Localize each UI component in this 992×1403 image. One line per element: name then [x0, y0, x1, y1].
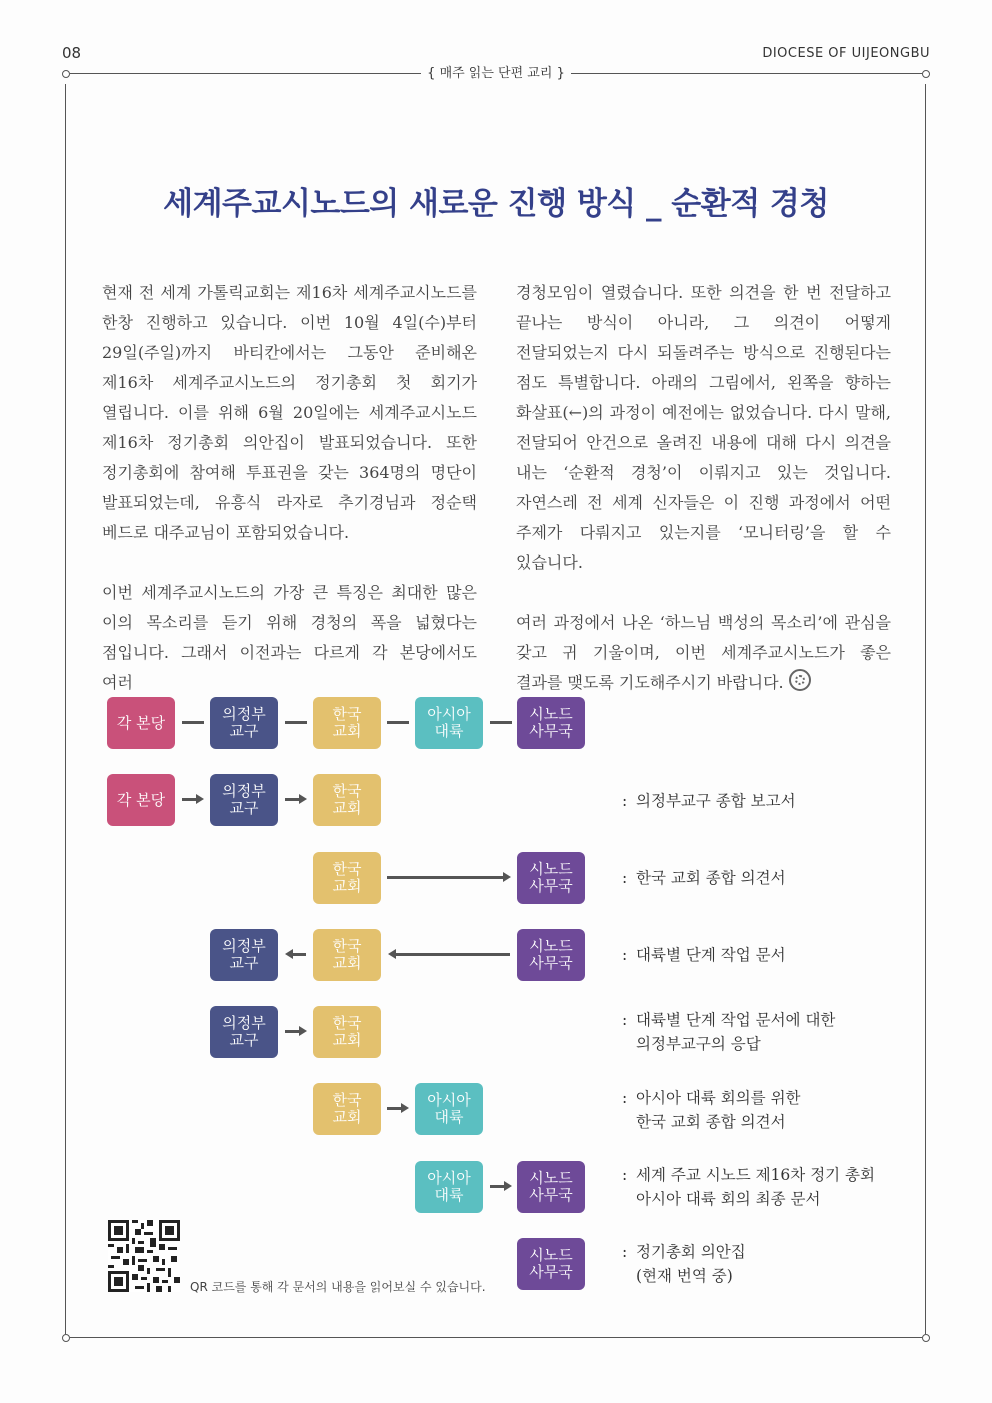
box-synod: 시노드 사무국: [517, 929, 585, 981]
series-label-wrap: [0, 62, 992, 81]
box-korea: 한국 교회: [313, 929, 381, 981]
box-uijeongbu: 의정부 교구: [210, 697, 278, 749]
connector-line: [182, 721, 204, 724]
box-synod: 시노드 사무국: [517, 1161, 585, 1213]
footer-rule: [70, 1337, 922, 1338]
end-mark-icon: [789, 669, 811, 691]
box-synod: 시노드 사무국: [517, 1238, 585, 1290]
series-label: { 매주 읽는 단편 교리 }: [421, 66, 571, 81]
arrow-right-icon: [285, 798, 300, 801]
box-korea: 한국 교회: [313, 697, 381, 749]
page-number: 08: [62, 44, 82, 62]
paragraph: 경청모임이 열렸습니다. 또한 의견을 한 번 전달하고 끝나는 방식이 아니라, 그 의견이 어떻게 전달되었는지 다시 되돌려주는 방식으로 진행된다는 점도 특별합니다. 아래의 그림에서, 왼쪽을 향하는 화살표(←)의 과정이 예전에는 없었습니다. 다시 말해, 전달되어 안건으로 올려진 내용에 대해 다시 의견을 내는 ‘순환적 경청’이 이뤄지고 있는 것입니다. 자연스레 전 세계 신자들은 이 진행 과정에서 어떤 주제가 다뤄지고 있는지를 ‘모니터링’을 할 수 있습니다.: [516, 283, 891, 572]
step-description: : 정기총회 의안집 (현재 번역 중): [622, 1243, 746, 1285]
arrow-right-icon: [285, 1030, 300, 1033]
box-asia: 아시아 대륙: [415, 697, 483, 749]
step-description: : 대륙별 단계 작업 문서: [622, 946, 786, 964]
right-column: [516, 278, 891, 728]
connector-line: [490, 721, 512, 724]
box-asia: 아시아 대륙: [415, 1083, 483, 1135]
box-korea: 한국 교회: [313, 1083, 381, 1135]
arrow-right-icon: [182, 798, 197, 801]
box-uijeongbu: 의정부 교구: [210, 1006, 278, 1058]
arrow-right-icon: [490, 1185, 505, 1188]
left-column: [102, 278, 477, 728]
qr-caption: QR 코드를 통해 각 문서의 내용을 읽어보실 수 있습니다.: [190, 1280, 486, 1294]
box-korea: 한국 교회: [313, 1006, 381, 1058]
step-description: : 세계 주교 시노드 제16차 정기 총회 아시아 대륙 회의 최종 문서: [622, 1166, 876, 1208]
paragraph: 여러 과정에서 나온 ‘하느님 백성의 목소리’에 관심을 갖고 귀 기울이며, 이번 세계주교시노드가 좋은 결과를 맺도록 기도해주시기 바랍니다.: [516, 613, 891, 692]
diocese-name: DIOCESE OF UIJEONGBU: [762, 46, 930, 61]
frame-corner-dot: [922, 1334, 930, 1342]
paragraph: 현재 전 세계 가톨릭교회는 제16차 세계주교시노드를 한창 진행하고 있습니다. 이번 10월 4일(수)부터 29일(주일)까지 바티칸에서는 그동안 준비해온 제16차 세계주교시노드의 정기총회 첫 회기가 열립니다. 이를 위해 6월 20일에는 세계주교시노드 제16차 정기총회 의안집이 발표되었습니다. 또한 정기총회에 참여해 투표권을 갖는 364명의 명단이 발표되었는데, 유흥식 라자로 추기경님과 정순택 베드로 대주교님이 포함되었습니다.: [102, 283, 477, 542]
frame-corner-dot: [62, 1334, 70, 1342]
connector-line: [387, 721, 409, 724]
box-uijeongbu: 의정부 교구: [210, 774, 278, 826]
frame-right-line: [925, 84, 926, 1334]
step-description: : 한국 교회 종합 의견서: [622, 869, 786, 887]
arrow-right-icon: [387, 876, 504, 879]
box-parish: 각 본당: [107, 774, 175, 826]
box-asia: 아시아 대륙: [415, 1161, 483, 1213]
step-description: : 아시아 대륙 회의를 위한 한국 교회 종합 의견서: [622, 1089, 801, 1131]
box-parish: 각 본당: [107, 697, 175, 749]
arrow-left-icon: [292, 953, 306, 956]
step-description: : 의정부교구 종합 보고서: [622, 792, 796, 810]
arrow-right-icon: [387, 1107, 402, 1110]
box-synod: 시노드 사무국: [517, 697, 585, 749]
arrow-left-icon: [395, 953, 510, 956]
box-synod: 시노드 사무국: [517, 852, 585, 904]
box-korea: 한국 교회: [313, 852, 381, 904]
qr-code-icon[interactable]: [108, 1220, 180, 1292]
step-description: : 대륙별 단계 작업 문서에 대한 의정부교구의 응답: [622, 1011, 836, 1053]
paragraph: 이번 세계주교시노드의 가장 큰 특징은 최대한 많은 이의 목소리를 듣기 위해 경청의 폭을 넓혔다는 점입니다. 그래서 이전과는 다르게 각 본당에서도 여러: [102, 583, 477, 692]
box-korea: 한국 교회: [313, 774, 381, 826]
connector-line: [285, 721, 307, 724]
article-title: 세계주교시노드의 새로운 진행 방식 _ 순환적 경청: [163, 186, 829, 222]
box-uijeongbu: 의정부 교구: [210, 929, 278, 981]
frame-left-line: [65, 84, 66, 1334]
